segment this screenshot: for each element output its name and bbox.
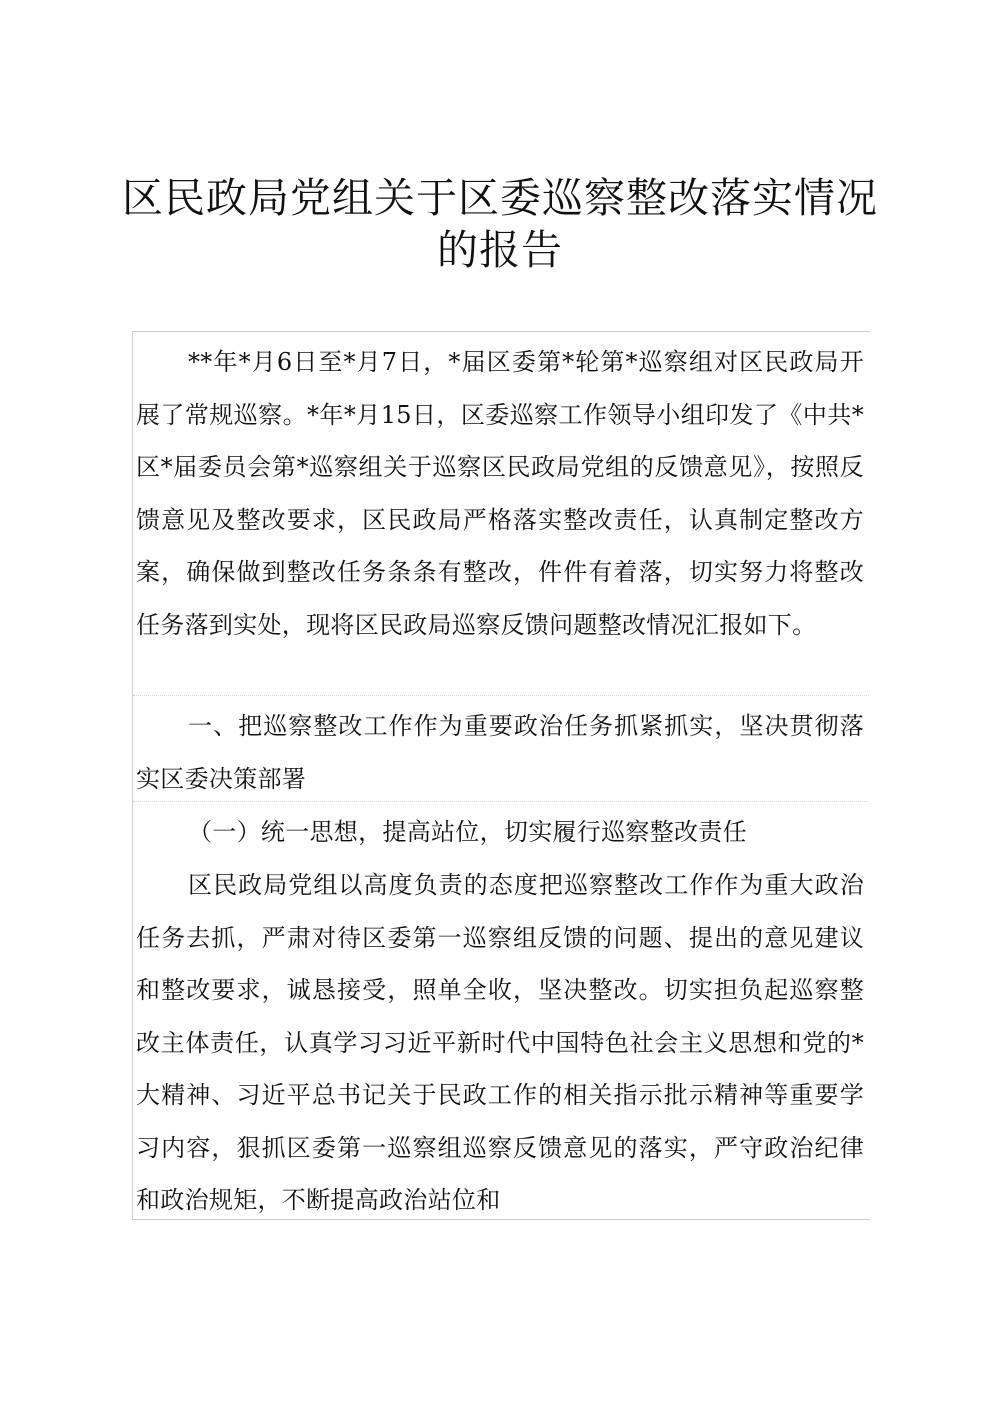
intro-paragraph: **年*月6日至*月7日，*届区委第*轮第*巡察组对区民政局开展了常规巡察。*年*月15日，区委巡察工作领导小组印发了《中共*区*届委员会第*巡察组关于巡察区民政局党组的反馈意见》，按照反馈意见及整改要求，区民政局严格落实整改责任，认真制定整改方案，确保做到整改任务条条有整改，件件有着落，切实努力将整改任务落到实处，现将区民政局巡察反馈问题整改情况汇报如下。 — [136, 348, 864, 639]
document-title: 区民政局党组关于区委巡察整改落实情况的报告 — [122, 174, 878, 274]
subsection-heading: （一）统一思想，提高站位，切实履行巡察整改责任 — [188, 818, 747, 846]
section-divider — [133, 695, 869, 696]
section-heading: 一、把巡察整改工作作为重要政治任务抓紧抓实，坚决贯彻落实区委决策部署 — [136, 712, 864, 793]
body-paragraph: 区民政局党组以高度负责的态度把巡察整改工作作为重大政治任务去抓，严肃对待区委第一巡察组反馈的问题、提出的意见建议和整改要求，诚恳接受，照单全收，坚决整改。切实担负起巡察整改主体责任，认真学习习近平新时代中国特色社会主义思想和党的*大精神、习近平总书记关于民政工作的相关指示批示精神等重要学习内容，狠抓区委第一巡察组巡察反馈意见的落实，严守政治纪律和政治规矩，不断提高政治站位和 — [136, 871, 864, 1214]
